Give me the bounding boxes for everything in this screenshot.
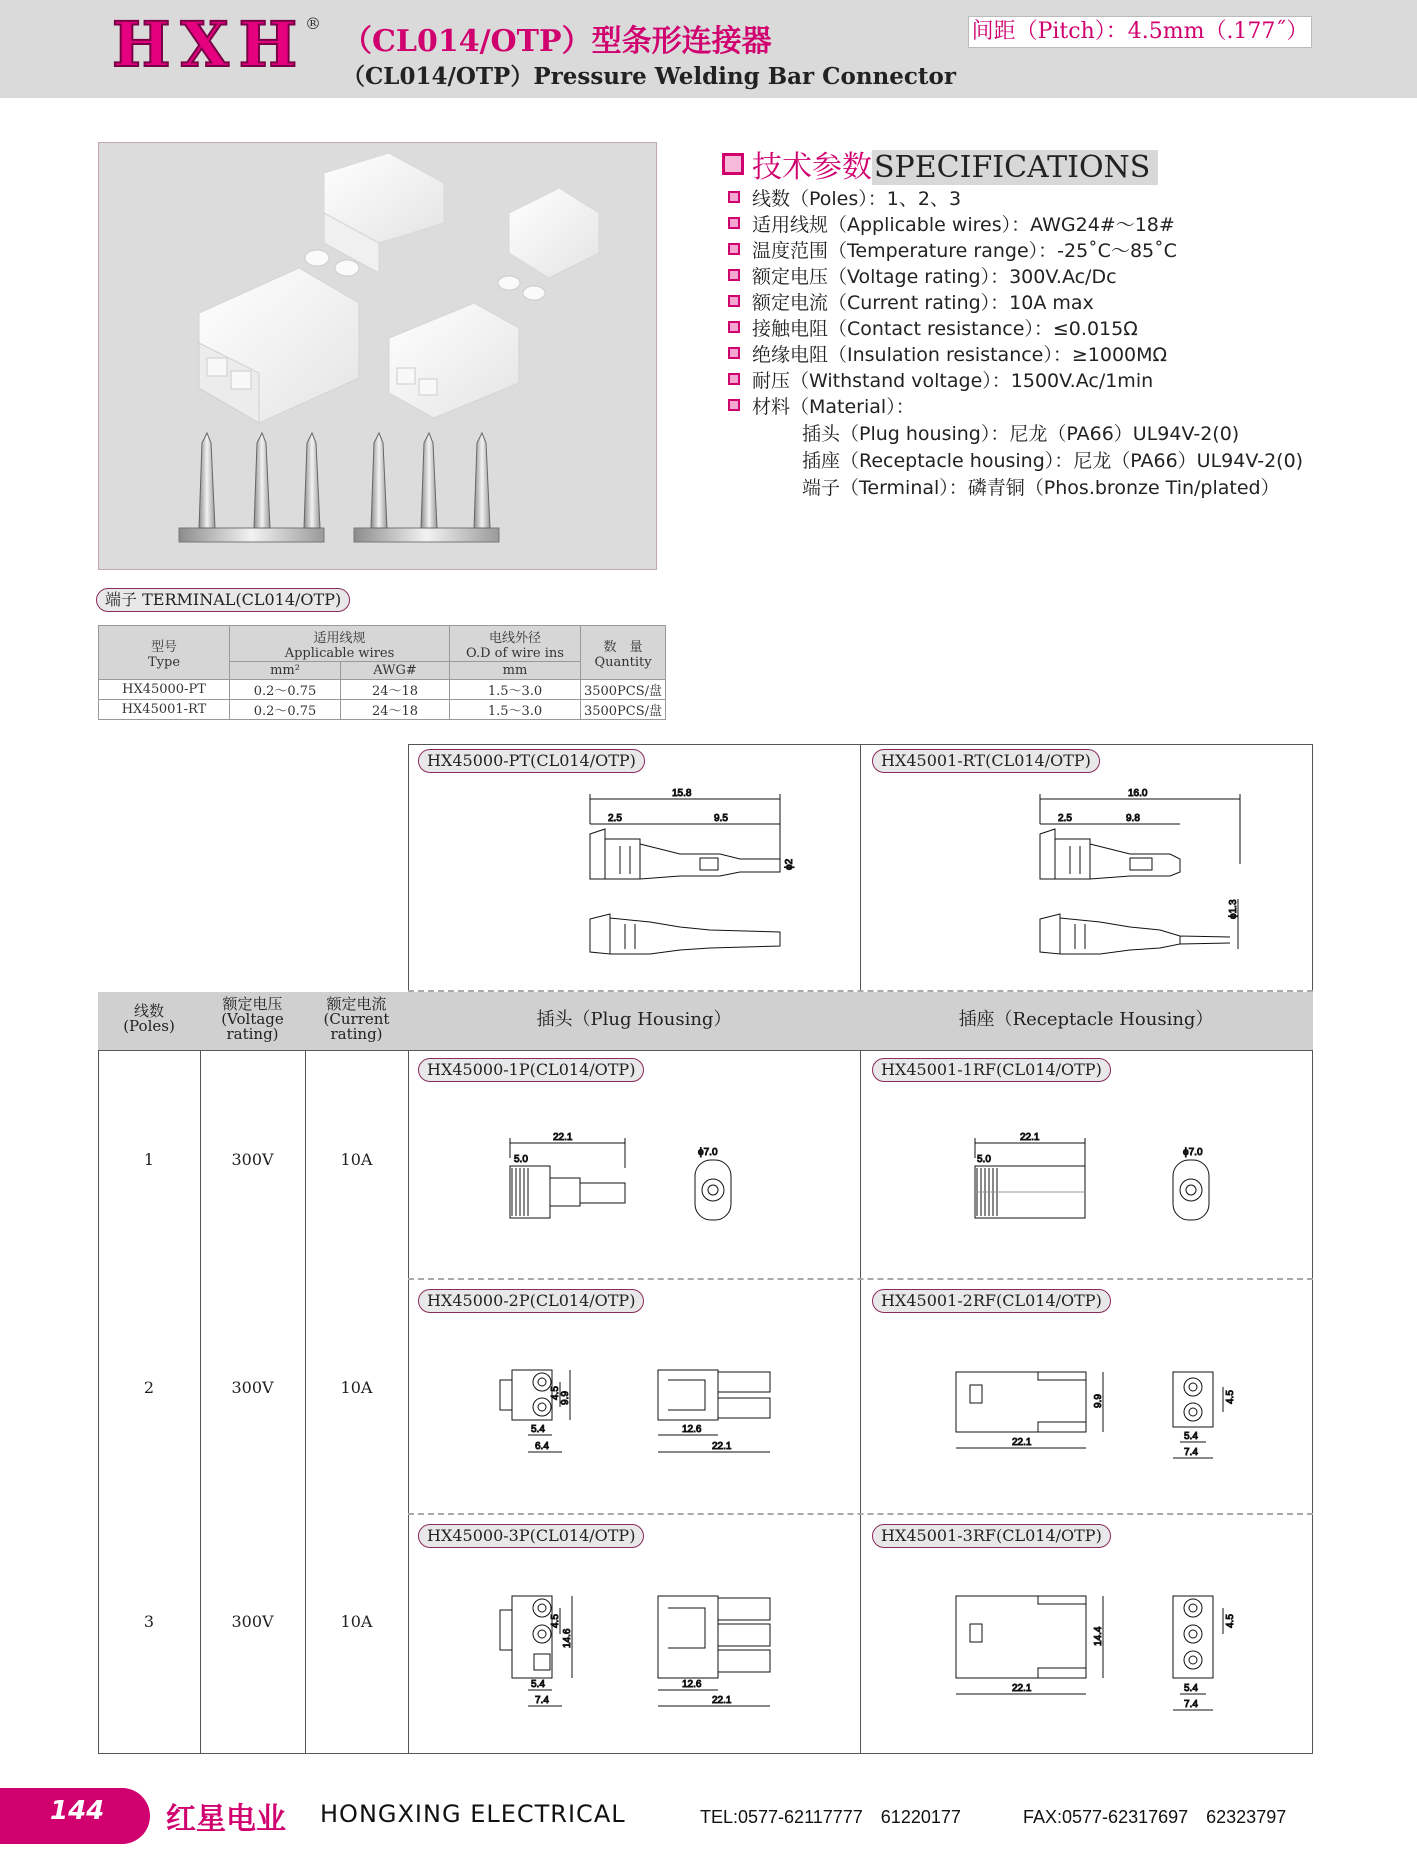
pitch-badge: 间距（Pitch）：4.5mm（.177˝） (968, 16, 1312, 48)
row-1-voltage: 300V (231, 1150, 274, 1169)
svg-text:14.4: 14.4 (1093, 1626, 1104, 1646)
svg-text:22.1: 22.1 (712, 1441, 732, 1452)
row-3-receptacle-drawing (948, 1588, 1268, 1723)
svg-text:5.4: 5.4 (531, 1679, 545, 1690)
spec-row: 适用线规（Applicable wires）：AWG24#～18# (728, 210, 1175, 237)
bullet-square-icon (728, 295, 740, 307)
fax: FAX:0577-62317697 62323797 (1023, 1807, 1287, 1827)
row-1-plug-drawing (500, 1128, 760, 1228)
row-2-current: 10A (340, 1378, 373, 1397)
header-od-unit: mm (450, 662, 581, 680)
svg-text:4.5: 4.5 (550, 1614, 561, 1628)
svg-text:4.5: 4.5 (550, 1386, 561, 1400)
specifications-title-en: SPECIFICATIONS (872, 150, 1158, 185)
svg-text:5.4: 5.4 (531, 1424, 545, 1435)
row-3-current: 10A (340, 1612, 373, 1631)
svg-text:ϕ1.3: ϕ1.3 (1228, 899, 1239, 919)
header-poles: 线数 (Poles) (123, 1002, 175, 1035)
specifications-title (722, 142, 1158, 185)
grid-divider (98, 1050, 1313, 1051)
header-od: 电线外径 O.D of wire ins (450, 626, 581, 662)
svg-text:9.8: 9.8 (1126, 813, 1140, 824)
grid-divider (200, 992, 201, 1754)
svg-text:9.5: 9.5 (714, 813, 728, 824)
bullet-square-icon (728, 191, 740, 203)
bullet-square-icon (728, 321, 740, 333)
dashed-divider (408, 1278, 1313, 1280)
spec-row: 接触电阻（Contact resistance）：≤0.015Ω (728, 314, 1138, 341)
header-plug: 插头（Plug Housing） (536, 1009, 732, 1030)
bullet-square-icon (728, 373, 740, 385)
svg-text:5.0: 5.0 (514, 1154, 528, 1165)
grid-bottom-border (98, 1753, 1313, 1754)
material-row: 插头（Plug housing）：尼龙（PA66）UL94V-2(0) (802, 423, 1240, 445)
bullet-square-icon (728, 399, 740, 411)
svg-text:ϕ7.0: ϕ7.0 (1183, 1147, 1203, 1158)
row-3-plug-drawing (490, 1588, 800, 1723)
svg-text:7.4: 7.4 (535, 1695, 549, 1706)
registered-mark: ® (305, 14, 321, 33)
spec-row: 温度范围（Temperature range）：-25˚C～85˚C (728, 236, 1177, 263)
row-2-plug-drawing (490, 1360, 800, 1470)
specifications-title-cn: 技术参数 (752, 150, 872, 185)
grid-divider (860, 744, 861, 1754)
header-current: 额定电流 (Current rating) (323, 995, 390, 1043)
terminal-tag: 端子 TERMINAL(CL014/OTP) (96, 588, 350, 612)
svg-text:2.5: 2.5 (608, 813, 622, 824)
bullet-square-icon (722, 153, 744, 175)
spec-row: 线数（Poles）：1、2、3 (728, 184, 961, 211)
terminal-strip-photo-1 (179, 433, 324, 542)
material-row: 插座（Receptacle housing）：尼龙（PA66）UL94V-2(0) (802, 450, 1304, 472)
terminal-rt-drawing (1030, 784, 1270, 984)
terminal-pt-drawing (580, 784, 820, 984)
spec-row: 耐压（Withstand voltage）：1500V.Ac/1min (728, 366, 1153, 393)
svg-text:22.1: 22.1 (1012, 1683, 1032, 1694)
row-2-poles: 2 (143, 1378, 155, 1397)
terminal-pt-tag: HX45000-PT(CL014/OTP) (418, 749, 645, 773)
dashed-divider (408, 990, 1313, 992)
row-2-voltage: 300V (231, 1378, 274, 1397)
terminal-table (98, 625, 666, 720)
row-3-plug-tag: HX45000-3P(CL014/OTP) (418, 1524, 644, 1548)
svg-text:5.0: 5.0 (977, 1154, 991, 1165)
brand-name-cn: 红星电业 (166, 1802, 286, 1837)
svg-text:5.4: 5.4 (1184, 1431, 1198, 1442)
svg-text:4.5: 4.5 (1225, 1390, 1236, 1404)
svg-text:9.9: 9.9 (560, 1391, 571, 1405)
svg-text:22.1: 22.1 (1020, 1132, 1040, 1143)
svg-text:12.6: 12.6 (682, 1679, 702, 1690)
svg-text:15.8: 15.8 (672, 788, 692, 799)
svg-text:14.6: 14.6 (562, 1628, 573, 1648)
svg-text:ϕ7.0: ϕ7.0 (698, 1147, 718, 1158)
bullet-square-icon (728, 269, 740, 281)
row-3-voltage: 300V (231, 1612, 274, 1631)
row-1-receptacle-tag: HX45001-1RF(CL014/OTP) (872, 1058, 1111, 1082)
brand-name-en: HONGXING ELECTRICAL (320, 1800, 626, 1828)
page-number: 144 (50, 1796, 105, 1826)
terminal-rt-tag: HX45001-RT(CL014/OTP) (872, 749, 1100, 773)
svg-text:5.4: 5.4 (1184, 1683, 1198, 1694)
svg-text:9.9: 9.9 (1093, 1394, 1104, 1408)
grid-divider (98, 992, 99, 1754)
header-receptacle: 插座（Receptacle Housing） (958, 1009, 1214, 1030)
plug-housing-photo-2 (498, 188, 599, 300)
row-1-poles: 1 (143, 1150, 155, 1169)
spec-row: 额定电流（Current rating）：10A max (728, 288, 1094, 315)
row-2-receptacle-tag: HX45001-2RF(CL014/OTP) (872, 1289, 1111, 1313)
row-3-receptacle-tag: HX45001-3RF(CL014/OTP) (872, 1524, 1111, 1548)
spec-row: 绝缘电阻（Insulation resistance）：≥1000MΩ (728, 340, 1167, 367)
header-quantity: 数 量 Quantity (581, 626, 666, 680)
product-photo (98, 142, 657, 570)
svg-text:6.4: 6.4 (535, 1441, 549, 1452)
row-2-plug-tag: HX45000-2P(CL014/OTP) (418, 1289, 644, 1313)
spec-row: 额定电压（Voltage rating）：300V.Ac/Dc (728, 262, 1117, 289)
svg-text:4.5: 4.5 (1225, 1614, 1236, 1628)
table-row: HX45001-RT 0.2～0.75 24～18 1.5～3.0 3500PCS/盘 (99, 700, 666, 720)
header-type: 型号 Type (99, 626, 230, 680)
dashed-divider (408, 1513, 1313, 1515)
svg-text:7.4: 7.4 (1184, 1699, 1198, 1710)
row-3-poles: 3 (143, 1612, 155, 1631)
bullet-square-icon (728, 243, 740, 255)
table-row: HX45000-PT 0.2～0.75 24～18 1.5～3.0 3500PCS/盘 (99, 680, 666, 700)
receptacle-housing-photo-1 (199, 268, 359, 423)
row-2-receptacle-drawing (948, 1360, 1268, 1470)
material-row: 端子（Terminal）：磷青铜（Phos.bronze Tin/plated） (802, 477, 1280, 499)
spec-row: 材料（Material）： (728, 392, 915, 419)
svg-text:7.4: 7.4 (1184, 1447, 1198, 1458)
row-1-receptacle-drawing (965, 1128, 1225, 1228)
header-voltage: 额定电压 (Voltage rating) (221, 995, 284, 1043)
svg-text:2.5: 2.5 (1058, 813, 1072, 824)
page-title-en: （CL014/OTP）Pressure Welding Bar Connector (342, 63, 956, 90)
row-1-plug-tag: HX45000-1P(CL014/OTP) (418, 1058, 644, 1082)
header-awg: AWG# (341, 662, 450, 680)
receptacle-housing-photo-2 (389, 303, 519, 418)
svg-text:22.1: 22.1 (1012, 1437, 1032, 1448)
grid-divider (305, 992, 306, 1754)
plug-housing-photo-1 (305, 153, 444, 276)
terminal-strip-photo-2 (354, 433, 499, 542)
grid-divider (1312, 744, 1313, 1754)
row-1-current: 10A (340, 1150, 373, 1169)
svg-text:12.6: 12.6 (682, 1424, 702, 1435)
svg-text:ϕ2: ϕ2 (784, 858, 795, 870)
header-wires: 适用线规 Applicable wires (230, 626, 450, 662)
bullet-square-icon (728, 347, 740, 359)
svg-text:22.1: 22.1 (712, 1695, 732, 1706)
bullet-square-icon (728, 217, 740, 229)
brand-logo: HXH (112, 8, 308, 81)
svg-text:22.1: 22.1 (553, 1132, 573, 1143)
page-title-cn: （CL014/OTP）型条形连接器 (342, 24, 772, 59)
telephone: TEL:0577-62117777 61220177 (700, 1807, 961, 1827)
header-mm2: mm² (230, 662, 341, 680)
svg-text:16.0: 16.0 (1128, 788, 1148, 799)
grid-divider (408, 744, 409, 1754)
